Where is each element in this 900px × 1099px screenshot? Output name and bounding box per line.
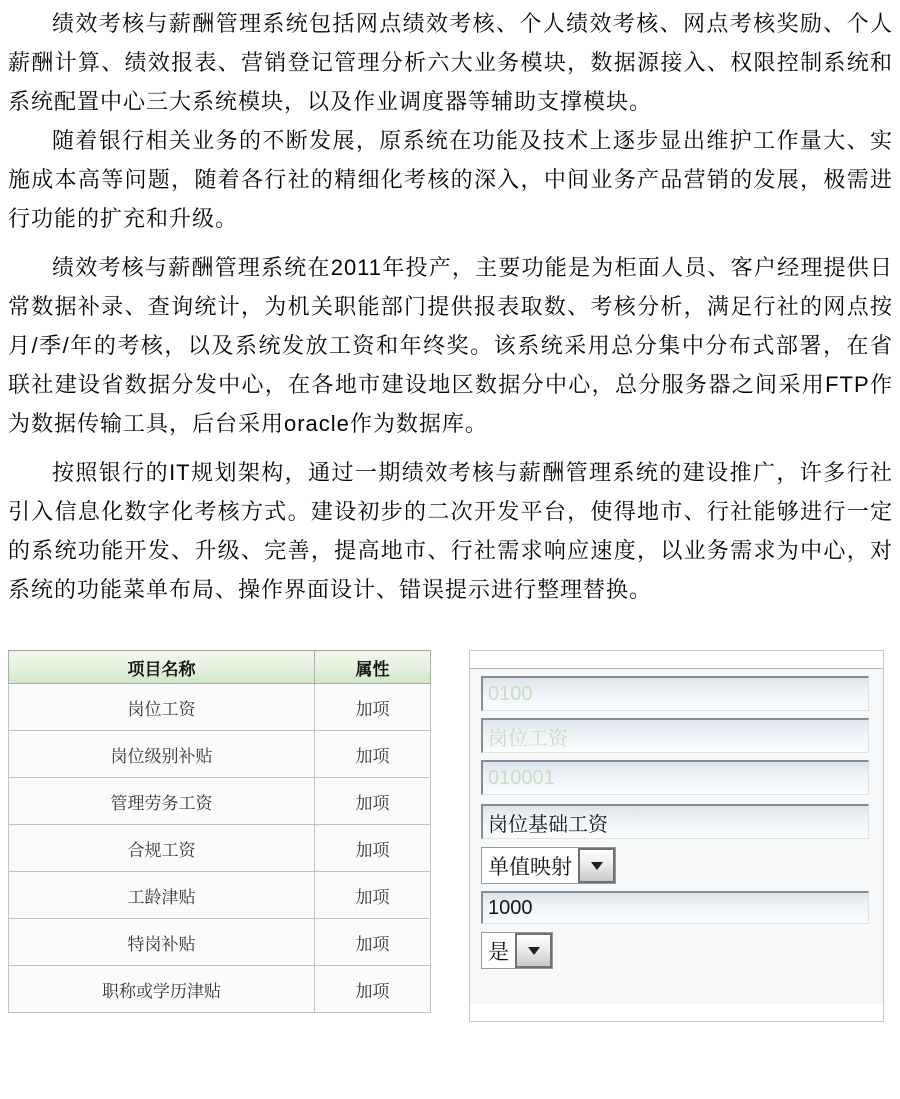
item-subcode-input[interactable] — [481, 760, 869, 795]
panel-title-bar — [470, 651, 883, 669]
table-row — [9, 825, 431, 872]
item-name-cell: 合规工资 — [9, 825, 315, 872]
item-attr-cell: 加项 — [315, 684, 431, 731]
table-header-row — [9, 651, 431, 684]
item-name-cell: 特岗补贴 — [9, 919, 315, 966]
item-attr-cell: 加项 — [315, 731, 431, 778]
document-text — [8, 4, 893, 609]
paragraph-problems: 随着银行相关业务的不断发展，原系统在功能及技术上逐步显出维护工作量大、实施成本高等问题，随着各行社的精细化考核的深入，中间业务产品营销的发展，极需进行功能的扩充和升级。 — [8, 128, 893, 231]
table-row — [9, 731, 431, 778]
mapping-type-value: 单值映射 — [488, 855, 572, 879]
item-name-cell: 管理劳务工资 — [9, 778, 315, 825]
item-attr-cell: 加项 — [315, 778, 431, 825]
item-name-cell: 岗位工资 — [9, 684, 315, 731]
salary-items-table — [8, 650, 431, 1013]
item-edit-form-panel — [469, 650, 884, 1022]
amount-input[interactable] — [481, 891, 869, 924]
paragraph-planning: 按照银行的IT规划架构，通过一期绩效考核与薪酬管理系统的建设推广，许多行社引入信息化数字化考核方式。建设初步的二次开发平台，使得地市、行社能够进行一定的系统功能开发、升级、完善，提高地市、行社需求响应速度，以业务需求为中心，对系统的功能菜单布局、操作界面设计、错误提示进行整理替换。 — [8, 460, 893, 602]
mapping-select-dropdown-button[interactable] — [578, 848, 615, 883]
item-name-input[interactable] — [481, 718, 869, 753]
display-name-input[interactable] — [481, 804, 869, 839]
table-row — [9, 966, 431, 1013]
table-row — [9, 872, 431, 919]
enabled-flag-select[interactable] — [481, 932, 553, 969]
paragraph-production: 绩效考核与薪酬管理系统在2011年投产，主要功能是为柜面人员、客户经理提供日常数据补录、查询统计，为机关职能部门提供报表取数、考核分析，满足行社的网点按月/季/年的考核，以及系统发放工资和年终奖。该系统采用总分集中分布式部署，在省联社建设省数据分发中心，在各地市建设地区数据分中心，总分服务器之间采用FTP作为数据传输工具，后台采用oracle作为数据库。 — [8, 255, 893, 436]
chevron-down-icon — [591, 862, 603, 870]
column-header-attribute: 属性 — [315, 651, 431, 684]
column-header-item-name: 项目名称 — [9, 651, 315, 684]
paragraph-modules: 绩效考核与薪酬管理系统包括网点绩效考核、个人绩效考核、网点考核奖励、个人薪酬计算、绩效报表、营销登记管理分析六大业务模块，数据源接入、权限控制系统和系统配置中心三大系统模块，以及作业调度器等辅助支撑模块。 — [8, 11, 893, 114]
item-code-input[interactable] — [481, 676, 869, 711]
panel-body — [470, 669, 883, 1004]
table-row — [9, 778, 431, 825]
enabled-flag-value: 是 — [488, 940, 509, 964]
item-attr-cell: 加项 — [315, 919, 431, 966]
item-name-cell: 职称或学历津贴 — [9, 966, 315, 1013]
table-row — [9, 919, 431, 966]
item-attr-cell: 加项 — [315, 966, 431, 1013]
item-attr-cell: 加项 — [315, 825, 431, 872]
item-name-cell: 岗位级别补贴 — [9, 731, 315, 778]
item-name-cell: 工龄津贴 — [9, 872, 315, 919]
table-row — [9, 684, 431, 731]
mapping-type-select[interactable] — [481, 847, 616, 884]
item-attr-cell: 加项 — [315, 872, 431, 919]
chevron-down-icon — [528, 947, 540, 955]
enabled-select-dropdown-button[interactable] — [515, 933, 552, 968]
